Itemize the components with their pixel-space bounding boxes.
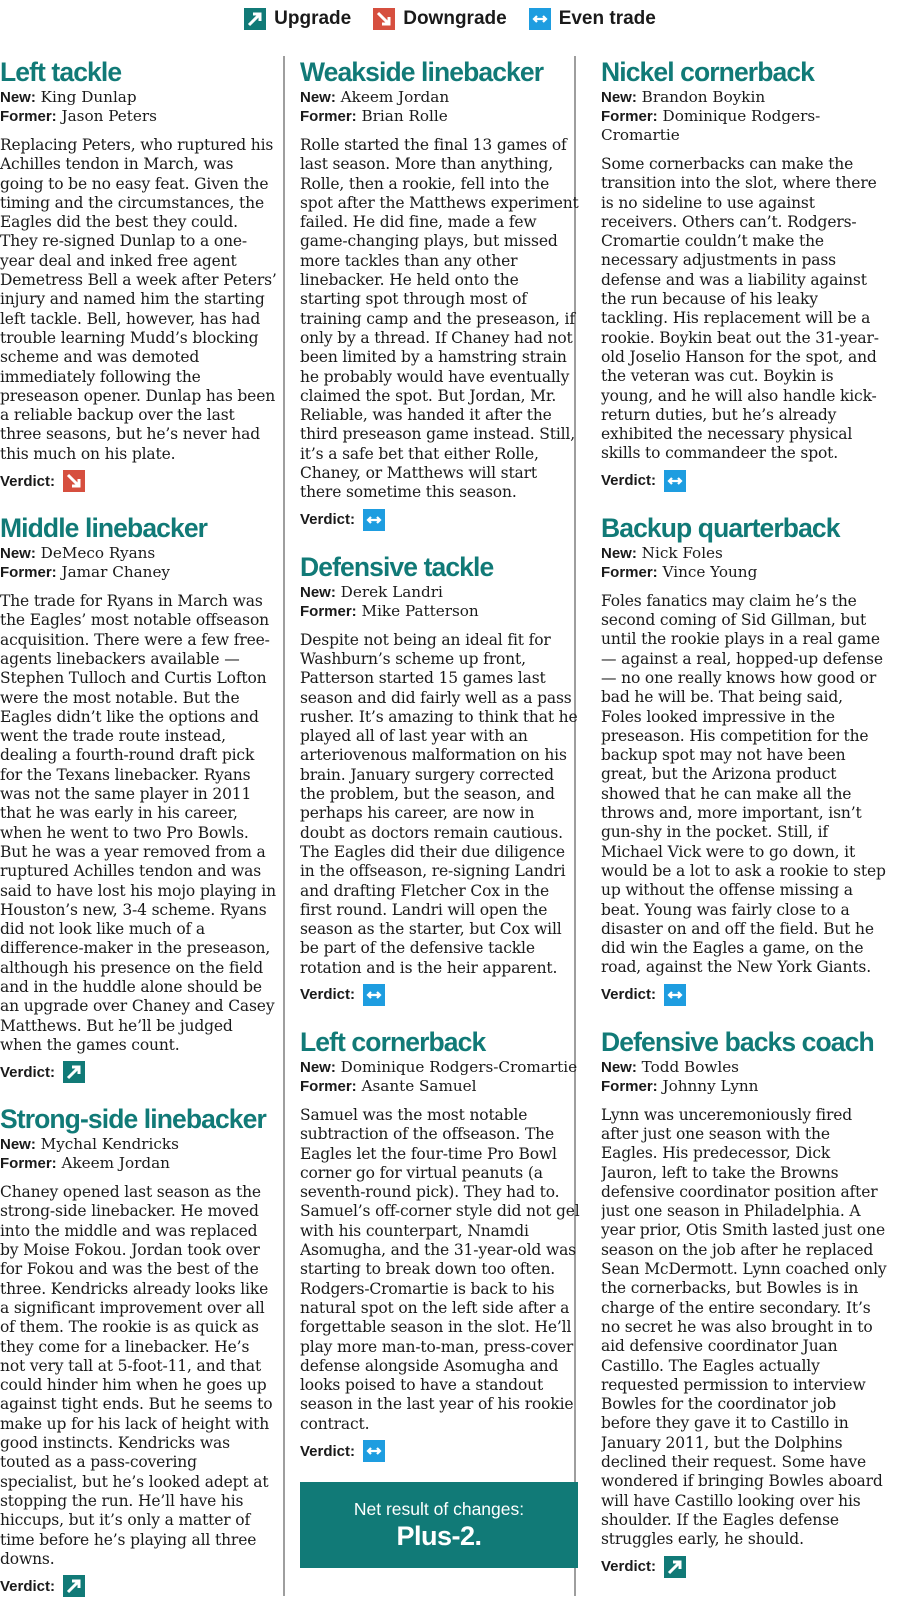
column-1 (0, 56, 278, 1600)
net-result-box (300, 1482, 578, 1568)
even-trade-icon (363, 1440, 385, 1462)
position-section (0, 512, 278, 1083)
new-label: New: (601, 89, 637, 106)
even-trade-icon (664, 470, 686, 492)
section-body: Foles fanatics may claim he’s the second coming of Sid Gillman, but until the rookie plays in a real game — against a real, hopped-up defense — no one really knows how good or bad he will be. That being said, Foles looked impressive in the preseason. His competition for the backup spot may not have been great, but the Arizona product showed that he can make all the throws and, more important, isn’t gun-shy in the pocket. Still, if Michael Vick were to go down, it would be a lot to ask a rookie to step up without the offense missing a beat. Young was fairly close to a disaster on and off the field. But he did win the Eagles a game, on the road, against the New York Giants. (601, 591, 886, 977)
net-result-label: Net result of changes: (353, 1499, 525, 1520)
new-label: New: (300, 583, 336, 601)
verdict-label: Verdict: (601, 472, 657, 490)
position-section (0, 56, 278, 492)
former-player-name: Brian Rolle (361, 107, 448, 125)
position-section (300, 56, 580, 531)
section-body: Replacing Peters, who ruptured his Achilles tendon in March, was going to be no easy feat. Given the timing and the circumstances, the Eagles did the best they could. They re-signed Dunlap to a one-year deal and inked free agent Demetress Bell a week after Peters’ injury and named him the starting left tackle. Bell, however, has had trouble learning Mudd’s blocking scheme and was demoted immediately following the preseason opener. Dunlap has been a reliable backup over the last three seasons, but he’s never had this much on his plate. (0, 136, 277, 463)
legend-upgrade (244, 8, 351, 30)
new-label: New: (0, 89, 36, 106)
new-player-line (601, 1058, 887, 1077)
verdict-row (601, 470, 887, 492)
upgrade-arrow-icon (664, 1556, 686, 1578)
section-body: Despite not being an ideal fit for Washburn’s scheme up front, Patterson started 15 games last season and did fairly well as a pass rusher. It’s amazing to think that he played all of last year with an arteriovenous malformation on his brain. January surgery corrected the problem, but the season, and perhaps his career, are now in doubt as doctors remain cautious. The Eagles did their due diligence in the offseason, re-signing Landri and drafting Fletcher Cox in the first round. Landri will open the season as the starter, but Cox will be part of the defensive tackle rotation and is the heir apparent. (300, 630, 578, 977)
section-heading: Middle linebacker (0, 513, 208, 544)
former-player-line (300, 1077, 580, 1096)
position-section (601, 56, 887, 492)
position-section (300, 551, 580, 1006)
legend-even-trade (529, 8, 656, 30)
former-player-line (0, 107, 278, 126)
section-heading: Left tackle (0, 57, 122, 87)
new-label: New: (0, 1136, 36, 1154)
new-player-line (601, 88, 887, 107)
legend-downgrade-label: Downgrade (403, 8, 507, 29)
position-section (0, 1103, 278, 1597)
former-player-line (601, 107, 887, 145)
former-label: Former: (300, 1077, 357, 1095)
new-player-line (300, 583, 580, 602)
even-trade-icon (363, 984, 385, 1006)
new-player-name: Brandon Boykin (641, 88, 766, 106)
new-label: New: (601, 544, 637, 562)
former-player-name: Jason Peters (61, 107, 157, 125)
column-2 (300, 56, 580, 1600)
position-section (601, 512, 887, 1006)
verdict-row (300, 1440, 580, 1462)
legend-even-trade-label: Even trade (558, 8, 656, 29)
position-section (300, 1026, 580, 1462)
even-trade-icon (529, 8, 551, 30)
upgrade-arrow-icon (63, 1061, 85, 1083)
downgrade-arrow-icon (373, 8, 395, 30)
verdict-label: Verdict: (300, 511, 356, 529)
new-label: New: (0, 545, 36, 563)
net-result-value: Plus-2. (396, 1521, 482, 1552)
new-player-name: Mychal Kendricks (40, 1135, 179, 1154)
former-label: Former: (300, 108, 357, 125)
section-body: Lynn was unceremoniously fired after just one season with the Eagles. His predecessor, Dick Jauron, left to take the Browns defensive coordinator position after just one season in Philadelphia. A year prior, Otis Smith lasted just one season on the job after he replaced Sean McDermott. Lynn coached only the cornerbacks, but Bowles is in charge of the entire secondary. It’s no secret he was also brought in to aid defensive coordinator Juan Castillo. The Eagles actually requested permission to interview Bowles for the coordinator job before they gave it to Castillo in January 2011, but the Dolphins declined their request. Some have wondered if bringing Bowles aboard will have Castillo looking over his shoulder. If the Eagles defense struggles early, he should. (601, 1105, 887, 1549)
new-player-name: Akeem Jordan (340, 88, 450, 106)
new-player-line (0, 544, 278, 563)
section-heading: Strong-side linebacker (0, 1104, 266, 1135)
verdict-label: Verdict: (0, 472, 56, 490)
new-player-line (0, 88, 278, 107)
verdict-label: Verdict: (300, 986, 356, 1004)
former-label: Former: (0, 564, 57, 582)
verdict-row (0, 1575, 278, 1597)
section-body: Chaney opened last season as the strong-side linebacker. He moved into the middle and was replaced by Moise Fokou. Jordan took over for Fokou and was the best of the three. Kendricks already looks like a significant improvement over all of them. The rookie is as quick as they come for a linebacker. He’s not very tall at 5-foot-11, and that could hinder him when he goes up against tight ends. But he seems to make up for his lack of height with good instincts. Kendricks was touted as a pass-covering specialist, but he’s looked adept at stopping the run. He’ll have his hiccups, but it’s only a matter of time before he’s playing all three downs. (0, 1183, 273, 1568)
former-player-name: Asante Samuel (361, 1076, 477, 1095)
former-player-line (601, 563, 887, 582)
verdict-label: Verdict: (0, 1577, 56, 1595)
even-trade-icon (363, 509, 385, 531)
upgrade-arrow-icon (244, 8, 266, 30)
former-player-name: Jamar Chaney (61, 563, 171, 582)
section-heading: Backup quarterback (601, 512, 840, 543)
even-trade-icon (664, 984, 686, 1006)
verdict-label: Verdict: (601, 1558, 657, 1576)
former-player-name: Vince Young (662, 562, 758, 581)
former-label: Former: (300, 602, 357, 620)
new-player-name: Derek Landri (340, 582, 443, 601)
verdict-label: Verdict: (300, 1442, 356, 1460)
former-player-name: Dominique Rodgers-Cromartie (601, 107, 821, 144)
section-body: Some cornerbacks can make the transition into the slot, where there is no sideline to use against receivers. Others can’t. Rodgers-Cromartie couldn’t make the necessary adjustments in pass defense and was a liability against the run because of his leaky tackling. His replacement will be a rookie. Boykin beat out the 31-year-old Joselio Hanson for the spot, and the veteran was cut. Boykin is young, and he will also handle kick-return duties, but he’s already exhibited the necessary physical skills to commandeer the spot. (601, 155, 879, 463)
verdict-row (0, 470, 278, 492)
section-body: Rolle started the final 13 games of last season. More than anything, Rolle, then a rookie, fell into the spot after the Matthews experiment failed. He did fine, made a few game-changing plays, but missed more tackles than any other linebacker. He held onto the starting spot through most of training camp and the preseason, if only by a thread. If Chaney had not been limited by a hamstring strain he probably would have eventually claimed the spot. But Jordan, Mr. Reliable, was handed it after the third preseason game instead. Still, it’s a safe bet that either Rolle, Chaney, or Matthews will start there sometime this season. (300, 136, 579, 502)
former-label: Former: (0, 108, 57, 125)
section-heading: Defensive tackle (300, 551, 494, 582)
verdict-row (300, 984, 580, 1006)
former-player-line (0, 1154, 278, 1173)
section-heading: Defensive backs coach (601, 1026, 874, 1057)
new-player-line (300, 1058, 580, 1077)
former-label: Former: (601, 108, 658, 125)
new-player-line (601, 544, 887, 563)
section-body: The trade for Ryans in March was the Eagles’ most notable offseason acquisition. There were a few free-agents linebackers available — Stephen Tulloch and Curtis Lofton were the most notable. But the Eagles didn’t like the options and went the trade route instead, dealing a fourth-round draft pick for the Texans linebacker. Ryans was not the same player in 2011 that he was early in his career, when he went to two Pro Bowls. But he was a year removed from a ruptured Achilles tendon and was said to have lost his mojo playing in Houston’s new, 3-4 scheme. Ryans did not look like much of a difference-maker in the preseason, although his presence on the field and in the huddle alone should be an upgrade over Chaney and Casey Matthews. But he’ll be judged when the games count. (0, 592, 276, 1054)
section-heading: Left cornerback (300, 1026, 486, 1057)
former-label: Former: (601, 1077, 658, 1095)
verdict-row (601, 984, 887, 1006)
former-player-name: Mike Patterson (361, 601, 479, 620)
new-label: New: (300, 1058, 336, 1076)
verdict-row (300, 509, 580, 531)
former-player-line (300, 107, 580, 126)
legend-upgrade-label: Upgrade (274, 8, 352, 29)
column-3 (601, 56, 887, 1600)
section-heading: Nickel cornerback (601, 57, 815, 87)
former-player-line (601, 1077, 887, 1096)
downgrade-arrow-icon (63, 470, 85, 492)
new-player-line (300, 88, 580, 107)
new-player-name: Nick Foles (641, 543, 723, 562)
new-player-name: Todd Bowles (641, 1057, 739, 1076)
verdict-row (601, 1556, 887, 1578)
former-player-line (300, 602, 580, 621)
legend (0, 4, 900, 34)
column-divider (283, 56, 285, 1596)
former-player-line (0, 563, 278, 582)
legend-downgrade (373, 8, 506, 30)
section-heading: Weakside linebacker (300, 57, 544, 87)
position-section (601, 1026, 887, 1578)
former-label: Former: (601, 563, 658, 581)
upgrade-arrow-icon (63, 1575, 85, 1597)
new-label: New: (300, 89, 336, 106)
verdict-label: Verdict: (0, 1063, 56, 1081)
new-player-name: DeMeco Ryans (40, 544, 156, 563)
new-label: New: (601, 1058, 637, 1076)
verdict-label: Verdict: (601, 986, 657, 1004)
former-player-name: Akeem Jordan (61, 1154, 170, 1173)
new-player-name: Dominique Rodgers-Cromartie (340, 1057, 578, 1076)
new-player-name: King Dunlap (40, 88, 137, 106)
former-player-name: Johnny Lynn (662, 1076, 759, 1095)
verdict-row (0, 1061, 278, 1083)
section-body: Samuel was the most notable subtraction of the offseason. The Eagles let the four-time Pro Bowl corner go for virtual peanuts (a seventh-round pick). They had to. Samuel’s off-corner style did not gel with his counterpart, Nnamdi Asomugha, and the 31-year-old was starting to break down too often. Rodgers-Cromartie is back to his natural spot on the left side after a forgettable season in the slot. He’ll play more man-to-man, press-cover defense alongside Asomugha and looks poised to have a standout season in the last year of his rookie contract. (300, 1105, 580, 1433)
new-player-line (0, 1135, 278, 1154)
former-label: Former: (0, 1155, 57, 1173)
